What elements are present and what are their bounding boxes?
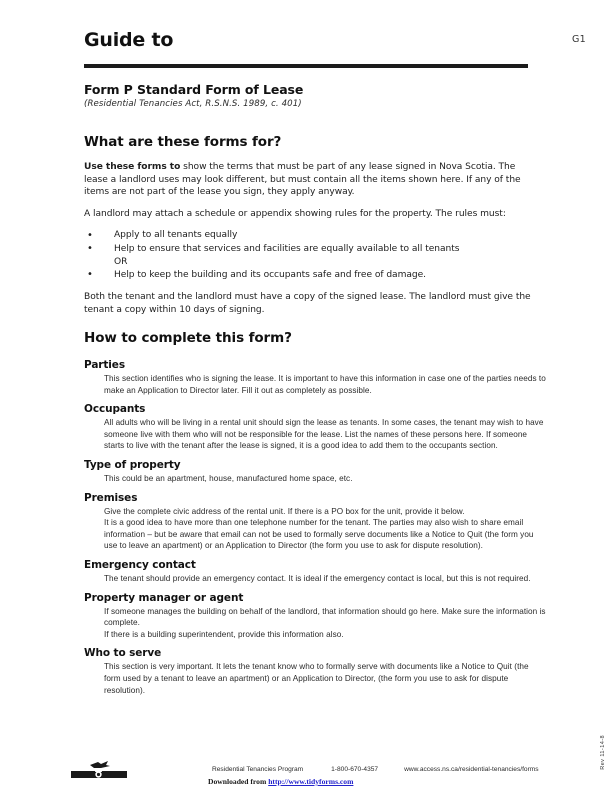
header-divider (84, 64, 528, 68)
subsection-paragraph: The tenant should provide an emergency contact. It is ideal if the emergency contact is local, but this is not required. (104, 573, 531, 583)
subsection-emergency-contact (84, 559, 546, 585)
subsection-who-to-serve (84, 647, 546, 696)
intro-paragraph (84, 161, 536, 199)
subsection-type-of-property (84, 459, 546, 485)
subsection-paragraph: All adults who will be living in a rental unit should sign the lease as tenants. In some cases, the tenant may wish to have someone live with them who will not be responsible for the lease. List the names of these persons here. If someone starts to live with the tenant after the lease is signed, it is a good idea to add them to the occupants section. (104, 418, 544, 451)
bullet-text: Help to ensure that services and facilities are equally available to all tenants (114, 243, 460, 254)
subsection-paragraph: It is a good idea to have more than one telephone number for the tenant. The parties may also wish to share email information – but be aware that email can not be used to formally serve documents like a Notice to Quit (the form you use to leave an apartment) or an Application to Director (the form you use to ask for dispute resolution). (104, 518, 534, 551)
document-header (84, 30, 528, 51)
section-heading-forms-for: What are these forms for? (84, 134, 282, 150)
subsection-parties (84, 359, 546, 396)
subsection-paragraph: If there is a building superintendent, provide this information also. (104, 629, 344, 639)
footer-phone: 1-800-670-4357 (331, 766, 379, 773)
downloaded-from-line (208, 777, 353, 786)
section-forms-for (84, 134, 536, 325)
nova-scotia-logo (70, 759, 128, 783)
page-title: Guide to (84, 29, 174, 51)
subsection-premises (84, 492, 546, 552)
subsection-title: Emergency contact (84, 558, 196, 571)
bullet-text: Apply to all tenants equally (114, 230, 238, 241)
subsection-paragraph: This could be an apartment, house, manufactured home space, etc. (104, 473, 353, 483)
rules-bullet-list (84, 229, 536, 282)
rules-intro-paragraph: A landlord may attach a schedule or appendix showing rules for the property. The rules must: (84, 208, 506, 219)
section-how-to-complete (84, 330, 546, 703)
closing-paragraph: Both the tenant and the landlord must have a copy of the signed lease. The landlord must give the tenant a copy within 10 days of signing. (84, 292, 531, 315)
subsection-property-manager (84, 592, 546, 641)
subsection-title: Type of property (84, 458, 181, 471)
footer-website: www.access.ns.ca/residential-tenancies/forms (404, 766, 539, 773)
section-heading-how-to: How to complete this form? (84, 330, 292, 346)
list-item (84, 269, 536, 282)
footer-contact-line (212, 766, 539, 773)
subsection-title: Who to serve (84, 647, 162, 660)
subsection-title: Occupants (84, 403, 146, 416)
form-title: Form P Standard Form of Lease (84, 82, 304, 97)
list-item (84, 229, 536, 242)
subsection-paragraph: This section is very important. It lets the tenant know who to formally serve with documents like a Notice to Quit (the form used by a tenant to leave an apartment) or an Application to Director, (the form you use to ask for dispute resolution). (104, 662, 529, 695)
subsection-paragraph: Give the complete civic address of the rental unit. If there is a PO box for the unit, provide it below. (104, 506, 465, 516)
subsection-paragraph: If someone manages the building on behalf of the landlord, that information should go here. Make sure the information is complete. (104, 606, 546, 628)
form-act-citation: (Residential Tenancies Act, R.S.N.S. 1989, c. 401) (84, 99, 302, 109)
subsection-paragraph: This section identifies who is signing the lease. It is important to have this information in case one of the parties needs to make an Application to Director later. Fill it out as completely as possible. (104, 374, 546, 395)
subsection-occupants (84, 403, 546, 452)
downloaded-label: Downloaded from (208, 777, 269, 786)
subsection-title: Property manager or agent (84, 591, 244, 604)
bullet-subtext: OR (114, 256, 128, 267)
tidyforms-link[interactable]: http://www.tidyforms.com (268, 777, 354, 786)
footer-program-name: Residential Tenancies Program (212, 766, 304, 773)
list-item (84, 243, 536, 269)
subsection-title: Premises (84, 491, 138, 504)
intro-body-text: show the terms that must be part of any lease signed in Nova Scotia. The lease a landlord uses may look different, but must contain all the items shown here. If any of the items are not part of the lease you sign, they apply anyway. (84, 162, 521, 198)
subsection-title: Parties (84, 359, 125, 371)
intro-bold-lead: Use these forms to (84, 162, 181, 172)
bullet-text: Help to keep the building and its occupants safe and free of damage. (114, 269, 427, 280)
revision-code: Rev 11-14-8 (600, 735, 606, 770)
page-code-label: G1 (571, 34, 586, 45)
